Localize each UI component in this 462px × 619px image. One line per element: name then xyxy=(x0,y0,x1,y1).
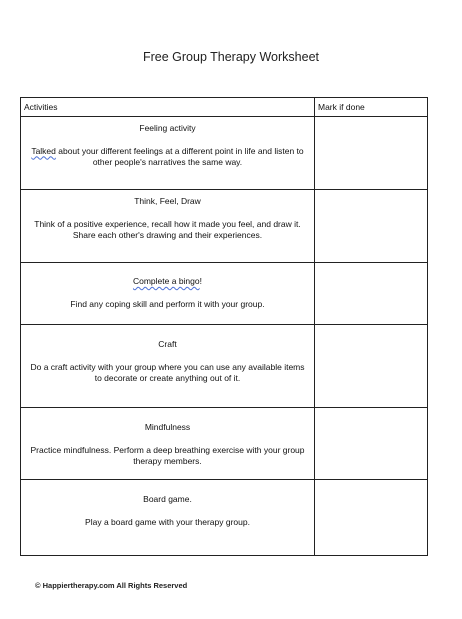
table-row xyxy=(21,480,428,556)
table-row xyxy=(21,117,428,190)
mark-cell[interactable] xyxy=(315,190,428,263)
activity-description: Find any coping skill and perform it with your group. xyxy=(70,298,265,309)
activity-table xyxy=(20,97,428,556)
mark-cell[interactable] xyxy=(315,480,428,556)
activity-title: Feeling activity xyxy=(139,123,196,133)
activity-title: Craft xyxy=(158,339,177,349)
activity-description-text: about your different feelings at a different point in life and listen to other people's narratives the same way. xyxy=(55,145,304,167)
table-row xyxy=(21,325,428,408)
mark-cell[interactable] xyxy=(315,408,428,480)
mark-if-done-header: Mark if done xyxy=(315,98,428,117)
activity-cell xyxy=(21,480,315,556)
mark-cell[interactable] xyxy=(315,117,428,190)
table-header-row xyxy=(21,98,428,117)
table-row xyxy=(21,263,428,325)
activity-description: Play a board game with your therapy group. xyxy=(85,516,250,527)
spellcheck-word: Talked xyxy=(31,145,56,156)
activity-cell xyxy=(21,263,315,325)
activity-cell xyxy=(21,190,315,263)
activity-cell xyxy=(21,408,315,480)
mark-cell[interactable] xyxy=(315,263,428,325)
activity-title: Think, Feel, Draw xyxy=(134,196,201,206)
activity-title: Mindfulness xyxy=(144,422,191,432)
table-row xyxy=(21,190,428,263)
activity-description: Practice mindfulness. Perform a deep breathing exercise with your group therapy members. xyxy=(30,444,305,466)
activity-title-suffix: ! xyxy=(199,276,202,286)
activity-description xyxy=(27,146,308,169)
activity-title: Complete a bingo xyxy=(132,276,200,286)
mark-cell[interactable] xyxy=(315,325,428,408)
activities-header: Activities xyxy=(21,98,315,117)
activity-title: Board game. xyxy=(143,494,192,504)
activity-description: Do a craft activity with your group where you can use any available items to decorate or create anything out of it. xyxy=(30,361,305,383)
table-row xyxy=(21,408,428,480)
page-title: Free Group Therapy Worksheet xyxy=(142,50,319,64)
activity-description: Think of a positive experience, recall how it made you feel, and draw it. Share each other's drawing and their experiences. xyxy=(34,218,301,240)
activity-cell xyxy=(21,325,315,408)
activity-title-wrap xyxy=(27,276,308,288)
activity-cell xyxy=(21,117,315,190)
copyright-footer: © Happiertherapy.com All Rights Reserved xyxy=(35,581,188,590)
